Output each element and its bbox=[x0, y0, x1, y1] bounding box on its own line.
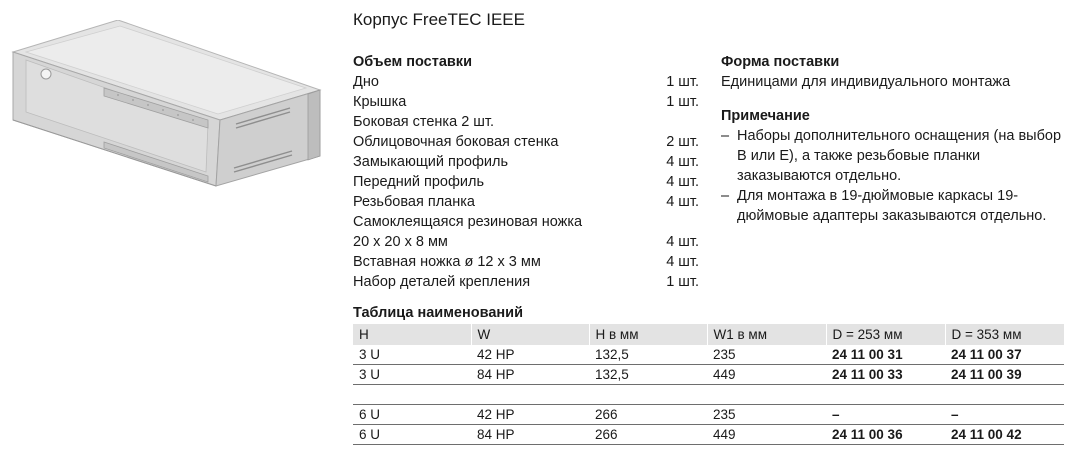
note-item bbox=[721, 186, 1061, 226]
table-cell: 24 11 00 39 bbox=[945, 365, 1064, 385]
enclosure-product-image bbox=[8, 20, 326, 188]
table-cell: 24 11 00 37 bbox=[945, 345, 1064, 365]
supply-item-name: Боковая стенка 2 шт. bbox=[353, 114, 494, 130]
supply-item bbox=[353, 212, 699, 232]
supply-item-qty: 1 шт. bbox=[666, 74, 699, 90]
supply-item bbox=[353, 132, 699, 152]
supply-item-name: Вставная ножка ø 12 x 3 мм bbox=[353, 254, 541, 270]
table-cell bbox=[471, 385, 589, 405]
supply-item-name: Самоклеящаяся резиновая ножка bbox=[353, 214, 583, 230]
column-header-d353: D = 353 мм bbox=[945, 324, 1064, 345]
supply-item-name: 20 x 20 x 8 мм bbox=[353, 234, 448, 250]
table-cell: 84 HP bbox=[471, 365, 589, 385]
table-row bbox=[353, 425, 1064, 445]
note-text: Наборы дополнительного оснащения (на выбор B или E), а также резьбовые планки заказываются отдельно. bbox=[737, 128, 1062, 184]
supply-list bbox=[353, 72, 699, 292]
supply-item-name: Резьбовая планка bbox=[353, 194, 475, 210]
delivery-form-heading: Форма поставки bbox=[721, 54, 840, 70]
table-spacer-row bbox=[353, 385, 1064, 405]
supply-item bbox=[353, 252, 699, 272]
supply-item-qty: 1 шт. bbox=[666, 94, 699, 110]
supply-item-qty: 1 шт. bbox=[666, 274, 699, 290]
table-cell: – bbox=[945, 405, 1064, 425]
table-cell: – bbox=[826, 405, 945, 425]
supply-item bbox=[353, 92, 699, 112]
page-title: Корпус FreeTEC IEEE bbox=[353, 10, 525, 29]
supply-item-name: Облицовочная боковая стенка bbox=[353, 134, 559, 150]
table-cell: 6 U bbox=[353, 425, 471, 445]
table-cell: 235 bbox=[707, 345, 826, 365]
table-cell: 266 bbox=[589, 405, 707, 425]
supply-item-name: Замыкающий профиль bbox=[353, 154, 508, 170]
table-cell bbox=[589, 385, 707, 405]
supply-scope-heading: Объем поставки bbox=[353, 54, 472, 70]
supply-item-qty: 4 шт. bbox=[666, 154, 699, 170]
table-cell: 84 HP bbox=[471, 425, 589, 445]
supply-item-name: Крышка bbox=[353, 94, 407, 110]
supply-item-qty: 2 шт. bbox=[666, 134, 699, 150]
column-header-d253: D = 253 мм bbox=[826, 324, 945, 345]
table-cell: 24 11 00 31 bbox=[826, 345, 945, 365]
right-column bbox=[721, 52, 1061, 226]
table-row bbox=[353, 405, 1064, 425]
supply-item bbox=[353, 72, 699, 92]
note-dash: – bbox=[721, 128, 730, 144]
table-cell bbox=[707, 385, 826, 405]
supply-item bbox=[353, 112, 699, 132]
supply-item-name: Дно bbox=[353, 74, 379, 90]
table-cell bbox=[826, 385, 945, 405]
table-cell: 24 11 00 33 bbox=[826, 365, 945, 385]
note-item bbox=[721, 126, 1061, 186]
delivery-form-text: Единицами для индивидуального монтажа bbox=[721, 74, 1011, 90]
supply-item-qty: 4 шт. bbox=[666, 254, 699, 270]
supply-item bbox=[353, 192, 699, 212]
table-row bbox=[353, 345, 1064, 365]
note-heading: Примечание bbox=[721, 108, 810, 124]
table-cell: 6 U bbox=[353, 405, 471, 425]
table-cell: 42 HP bbox=[471, 405, 589, 425]
table-cell: 3 U bbox=[353, 345, 471, 365]
table-cell: 24 11 00 36 bbox=[826, 425, 945, 445]
note-text: Для монтажа в 19-дюймовые каркасы 19-дюймовые адаптеры заказываются отдельно. bbox=[737, 188, 1047, 224]
table-cell: 3 U bbox=[353, 365, 471, 385]
supply-item-name: Передний профиль bbox=[353, 174, 485, 190]
column-header-w1-mm: W1 в мм bbox=[707, 324, 826, 345]
table-cell: 132,5 bbox=[589, 345, 707, 365]
supply-item-qty: 4 шт. bbox=[666, 194, 699, 210]
table-cell bbox=[945, 385, 1064, 405]
supply-scope-section bbox=[353, 52, 699, 292]
table-cell: 449 bbox=[707, 425, 826, 445]
table-cell: 24 11 00 42 bbox=[945, 425, 1064, 445]
table-cell: 266 bbox=[589, 425, 707, 445]
supply-item-name: Набор деталей крепления bbox=[353, 274, 531, 290]
supply-item-qty: 4 шт. bbox=[666, 174, 699, 190]
note-dash: – bbox=[721, 188, 730, 204]
table-cell: 449 bbox=[707, 365, 826, 385]
table-header-row bbox=[353, 324, 1064, 345]
table-cell: 42 HP bbox=[471, 345, 589, 365]
designation-table-heading: Таблица наименований bbox=[353, 305, 523, 321]
supply-item bbox=[353, 272, 699, 292]
table-cell bbox=[353, 385, 471, 405]
designation-table bbox=[353, 324, 1064, 445]
supply-item bbox=[353, 232, 699, 252]
column-header-h-mm: H в мм bbox=[589, 324, 707, 345]
table-row bbox=[353, 365, 1064, 385]
table-cell: 235 bbox=[707, 405, 826, 425]
column-header-h: H bbox=[353, 324, 471, 345]
supply-item bbox=[353, 152, 699, 172]
column-header-w: W bbox=[471, 324, 589, 345]
supply-item-qty: 4 шт. bbox=[666, 234, 699, 250]
supply-item bbox=[353, 172, 699, 192]
table-cell: 132,5 bbox=[589, 365, 707, 385]
